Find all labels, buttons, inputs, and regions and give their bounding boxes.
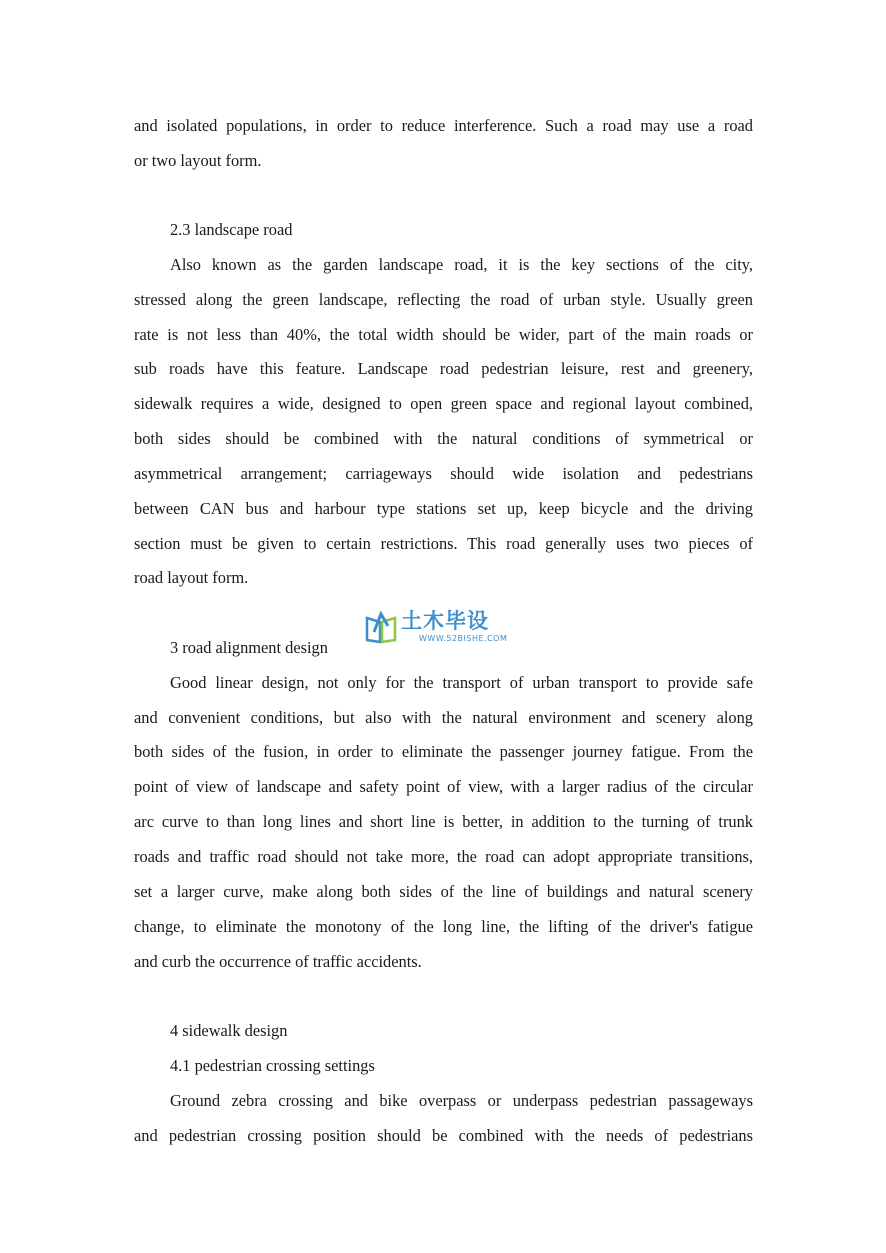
paragraph-line: arc curve to than long lines and short line is better, in addition to the turning of trunk: [134, 812, 753, 831]
watermark-title: 土木毕设: [401, 609, 489, 633]
paragraph-line: rate is not less than 40%, the total width should be wider, part of the main roads or: [134, 325, 753, 344]
paragraph-line: point of view of landscape and safety point of view, with a larger radius of the circular: [134, 777, 753, 796]
paragraph-line: between CAN bus and harbour type stations set up, keep bicycle and the driving: [134, 499, 753, 518]
section-heading: 3 road alignment design: [170, 638, 328, 657]
paragraph-line: change, to eliminate the monotony of the long line, the lifting of the driver's fatigue: [134, 917, 753, 936]
subsection-heading: 4.1 pedestrian crossing settings: [170, 1056, 375, 1075]
paragraph-line: both sides of the fusion, in order to eliminate the passenger journey fatigue. From the: [134, 742, 753, 761]
paragraph-line: set a larger curve, make along both sides of the line of buildings and natural scenery: [134, 882, 753, 901]
paragraph-line: sub roads have this feature. Landscape road pedestrian leisure, rest and greenery,: [134, 359, 753, 378]
paragraph-line: roads and traffic road should not take more, the road can adopt appropriate transitions,: [134, 847, 753, 866]
paragraph-line: and curb the occurrence of traffic accidents.: [134, 952, 422, 971]
section-heading: 4 sidewalk design: [170, 1021, 288, 1040]
paragraph-line: or two layout form.: [134, 151, 262, 170]
section-heading: 2.3 landscape road: [170, 220, 293, 239]
paragraph-line: Also known as the garden landscape road, it is the key sections of the city,: [170, 255, 753, 274]
paragraph-line: Good linear design, not only for the transport of urban transport to provide safe: [170, 673, 753, 692]
watermark-url: WWW.52BISHE.COM: [419, 634, 508, 643]
paragraph-line: and pedestrian crossing position should be combined with the needs of pedestrians: [134, 1126, 753, 1145]
paragraph-line: and isolated populations, in order to reduce interference. Such a road may use a road: [134, 116, 753, 135]
paragraph-line: road layout form.: [134, 568, 249, 587]
paragraph-line: and convenient conditions, but also with the natural environment and scenery along: [134, 708, 753, 727]
paragraph-line: stressed along the green landscape, reflecting the road of urban style. Usually green: [134, 290, 753, 309]
paragraph-line: both sides should be combined with the natural conditions of symmetrical or: [134, 429, 753, 448]
paragraph-line: asymmetrical arrangement; carriageways should wide isolation and pedestrians: [134, 464, 753, 483]
paragraph-line: Ground zebra crossing and bike overpass or underpass pedestrian passageways: [170, 1091, 753, 1110]
paragraph-line: sidewalk requires a wide, designed to open green space and regional layout combined,: [134, 394, 753, 413]
paragraph-line: section must be given to certain restrictions. This road generally uses two pieces of: [134, 534, 753, 553]
